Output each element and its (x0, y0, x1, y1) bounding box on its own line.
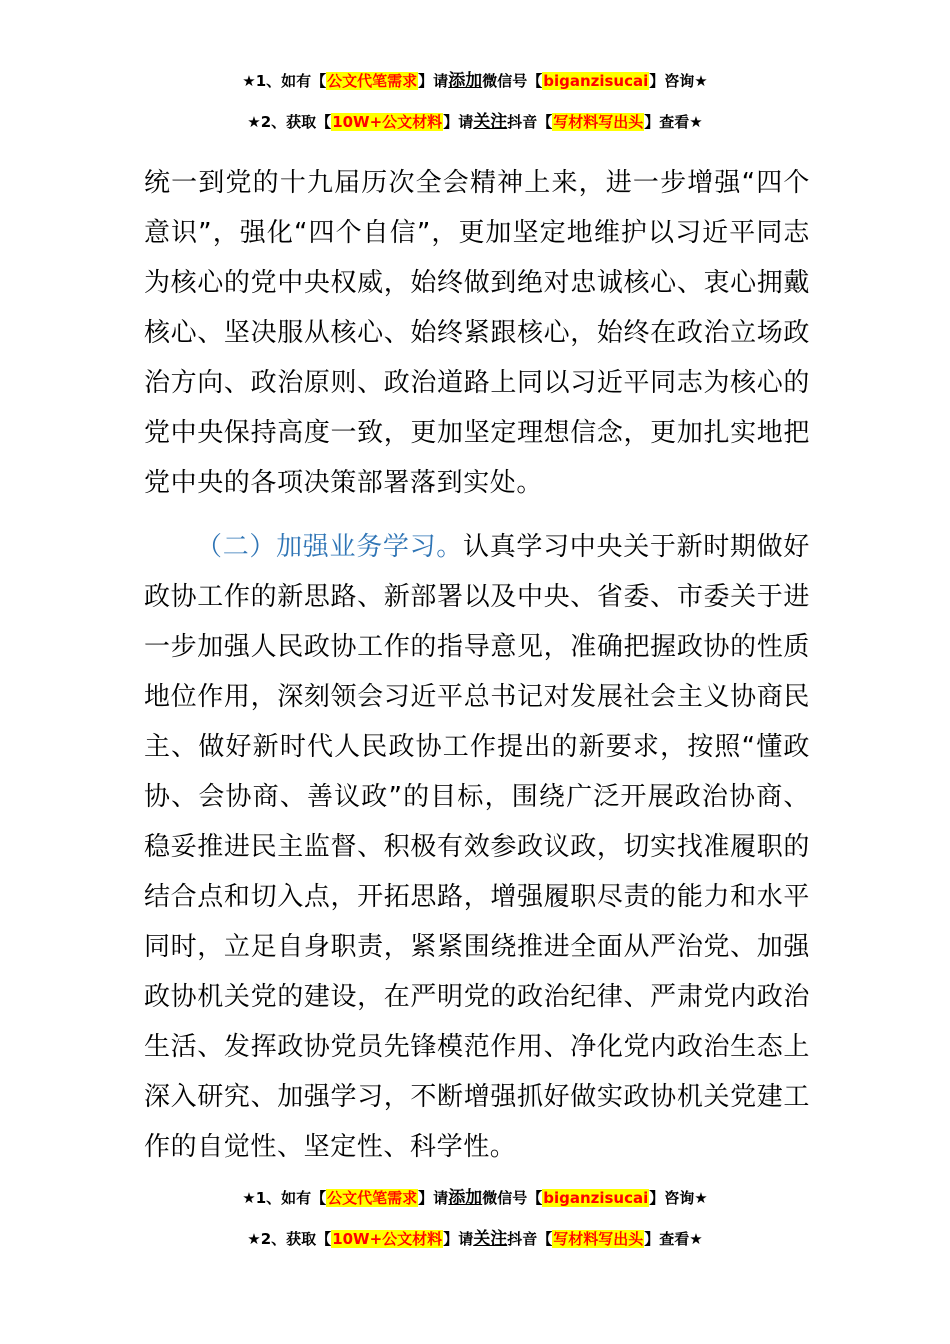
banner-highlight-douyin: 写材料写出头 (553, 113, 644, 131)
banner-prefix: ★2、获取【 (247, 1230, 332, 1248)
banner-text: 微信号【 (482, 1189, 543, 1207)
banner-prefix: ★1、如有【 (242, 72, 327, 90)
bottom-banner-line-2 (0, 1228, 950, 1250)
banner-prefix: ★1、如有【 (242, 1189, 327, 1207)
banner-emphasis: 关注 (473, 1229, 508, 1249)
paragraph-1: 统一到党的十九届历次全会精神上来，进一步增强“四个意识”，强化“四个自信”，更加坚定地维护以习近平同志为核心的党中央权威，始终做到绝对忠诚核心、衷心拥戴核心、坚决服从核心、始终紧跟核心，始终在政治立场政治方向、政治原则、政治道路上同以习近平同志为核心的党中央保持高度一致，更加坚定理想信念，更加扎实地把党中央的各项决策部署落到实处。 (144, 168, 810, 498)
banner-suffix: 】咨询★ (649, 1189, 708, 1207)
banner-text: 微信号【 (482, 72, 543, 90)
section-heading: （二）加强业务学习。 (196, 532, 463, 562)
banner-highlight-wechat-id: biganzisucai (543, 72, 649, 90)
banner-highlight-materials: 10W+公文材料 (332, 1230, 443, 1248)
banner-text: 】请 (443, 1230, 474, 1248)
top-banner-line-1 (0, 70, 950, 92)
banner-highlight-service: 公文代笔需求 (327, 72, 418, 90)
banner-highlight-service: 公文代笔需求 (327, 1189, 418, 1207)
paragraph-2 (144, 522, 810, 1172)
banner-emphasis: 添加 (448, 1188, 483, 1208)
banner-text: 】请 (418, 72, 449, 90)
banner-text: 】请 (443, 113, 474, 131)
banner-prefix: ★2、获取【 (247, 113, 332, 131)
banner-emphasis: 关注 (473, 112, 508, 132)
banner-highlight-materials: 10W+公文材料 (332, 113, 443, 131)
paragraph-2-text: 认真学习中央关于新时期做好政协工作的新思路、新部署以及中央、省委、市委关于进一步加强人民政协工作的指导意见，准确把握政协的性质地位作用，深刻领会习近平总书记对发展社会主义协商民主、做好新时代人民政协工作提出的新要求，按照“懂政协、会协商、善议政”的目标，围绕广泛开展政治协商、稳妥推进民主监督、积极有效参政议政，切实找准履职的结合点和切入点，开拓思路，增强履职尽责的能力和水平同时，立足自身职责，紧紧围绕推进全面从严治党、加强政协机关党的建设，在严明党的政治纪律、严肃党内政治生活、发挥政协党员先锋模范作用、净化党内政治生态上深入研究、加强学习，不断增强抓好做实政协机关党建工作的自觉性、坚定性、科学性。 (144, 532, 810, 1162)
banner-emphasis: 添加 (448, 71, 483, 91)
document-body (144, 158, 810, 1172)
banner-text: 】请 (418, 1189, 449, 1207)
banner-text: 抖音【 (507, 113, 553, 131)
banner-suffix: 】咨询★ (649, 72, 708, 90)
bottom-banner-line-1 (0, 1187, 950, 1209)
banner-highlight-douyin: 写材料写出头 (553, 1230, 644, 1248)
banner-highlight-wechat-id: biganzisucai (543, 1189, 649, 1207)
banner-suffix: 】查看★ (644, 1230, 703, 1248)
banner-text: 抖音【 (507, 1230, 553, 1248)
top-banner-line-2 (0, 111, 950, 133)
banner-suffix: 】查看★ (644, 113, 703, 131)
